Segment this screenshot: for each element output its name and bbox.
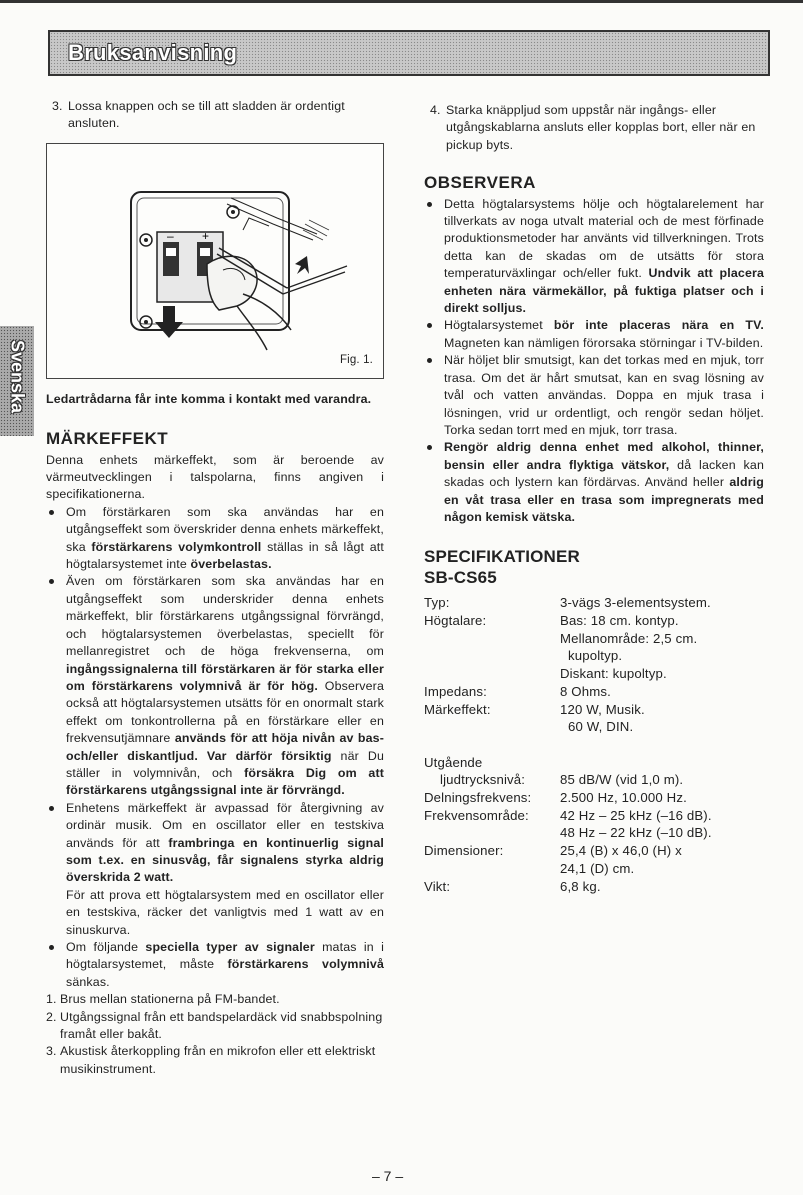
spec-label [424,824,560,842]
top-rule [0,0,803,3]
spec-value: 42 Hz – 25 kHz (–16 dB). [560,807,712,823]
spec-value: 25,4 (B) x 46,0 (H) x [560,843,682,859]
spec-value: 8 Ohms. [560,683,611,699]
spec-value [560,736,764,754]
markeffekt-bullet-2: Även om förstärkaren som ska användas har en utgångseffekt som underskrider denna enhets märkeffekt, blir förstärkarens utgångssignal förvrängd, och högtalarsystemen överbelastas, speciellt för mellanregistret och de höga frekvenserna, om ingångssignalerna till förstärkaren är för starka eller om förstärkarens volymnivå är för hög. Observera också att högtalarsystemen utsätts för en onormalt stark effekt om tonkontrollerna på en förstärkare eller en frekvensutjämnare används för att höja nivån av bas- och/eller diskantljud. Var därför försiktig när Du ställer in volymnivån, och försäkra Dig om att förstärkarens utgångssignal inte är förvrängd. [46,573,384,799]
page-title: Bruksanvisning [68,40,238,65]
spec-label: Högtalare: [424,613,487,629]
right-column [424,102,764,895]
markeffekt-bullet-3: Enhetens märkeffekt är avpassad för återgivning av ordinär musik. Om en oscillator eller en testskiva används för att frambringa en kontinuerlig signal som t.ex. en sinusvåg, får signalens styrka aldrig överskrida 2 watt. För att prova ett högtalarsystem med en oscillator eller en testskiva, räcker det vanligtvis med 1 watt av en sinuskurva. [46,800,384,939]
step-3: 3. Lossa knappen och se till att sladden är ordentigt ansluten. [52,99,345,131]
spec-label: Märkeffekt: [424,701,491,717]
spec-value: 48 Hz – 22 kHz (–10 dB). [560,825,712,841]
model-number: SB-CS65 [424,568,497,588]
markeffekt-intro: Denna enhets märkeffekt, som är beroende av värmeutvecklingen i talspolarna, finns angiven i specifikationerna. [46,452,384,502]
left-column [46,98,384,1078]
observera-bullet-3: När höljet blir smutsigt, kan det torkas med en mjuk, torr trasa. Om det är hårt smutsat, kan en svag lösning av tvål och vatten användas. Doppa en mjuk trasa i lösningen, vrid ur ordentligt, och rengör sedan höljet. Torka sedan torrt med en mjuk, torr trasa. [424,352,764,439]
spec-value: Bas: 18 cm. kontyp. [560,613,679,629]
spec-value: 2.500 Hz, 10.000 Hz. [560,790,687,806]
list-item: 2. Utgångssignal från ett bandspelardäck vid snabbspolning framåt eller bakåt. [46,1009,383,1042]
spec-value [560,754,764,772]
spec-label [424,647,560,665]
minus-symbol: – [167,228,174,243]
spec-label: Utgående [424,754,483,770]
observera-bullet-1: Detta högtalarsystems hölje och högtalarelement har tillverkats av noga utvalt material och de mest förfinade produktionsmetoder har använts vid tillverkningen. Trots detta kan de skadas om de utsätts för stora temperaturväxlingar och/eller fukt. Undvik att placera enheten nära värmekällor, på fuktiga platser och i direkt solljus. [424,196,764,318]
plus-symbol: + [202,228,210,243]
spec-label [424,736,560,754]
language-tab-label: Svenska [7,339,28,414]
terminal-illustration [47,144,383,378]
section-header [48,30,770,76]
spec-label: Frekvensområde: [424,807,529,823]
spec-label: Vikt: [424,878,451,894]
page-number: – 7 – [372,1168,404,1184]
list-item: 3. Akustisk återkoppling från en mikrofon eller ett elektriskt musikinstrument. [46,1044,376,1076]
spec-value: Mellanområde: 2,5 cm. [560,630,698,646]
spec-value: 24,1 (D) cm. [560,860,635,876]
spec-label: Delningsfrekvens: [424,790,532,806]
language-tab [0,326,34,436]
observera-bullet-2: Högtalarsystemet bör inte placeras nära en TV. Magneten kan nämligen förorsaka störningar i TV-bilden. [424,317,764,352]
observera-bullet-4: Rengör aldrig denna enhet med alkohol, thinner, bensin eller andra flyktiga vätskor, då lacken kan skadas och lystern kan fördärvas. Använd heller aldrig en våt trasa eller en trasa som impregnerats med någon kemisk vätska. [424,439,764,526]
figure-label: Fig. 1. [339,354,373,367]
step-4: 4. Starka knäppljud som uppstår när ingångs- eller utgångskablarna ansluts eller kopplas bort, eller när en pickup byts. [430,103,756,152]
markeffekt-bullet-4: Om följande speciella typer av signaler matas in i högtalarsystemet, måste förstärkarens volymnivå sänkas. [46,939,384,991]
spec-value: kupoltyp. [568,648,623,664]
spec-label: Impedans: [424,683,487,699]
spec-label: Dimensioner: [424,843,504,859]
spec-label [424,665,560,683]
list-item: 1. Brus mellan stationerna på FM-bandet. [46,992,280,1007]
spec-value: 3-vägs 3-elementsystem. [560,595,711,611]
section-heading-specifikationer: SPECIFIKATIONER [424,547,580,567]
spec-label [424,718,560,736]
spec-value: 60 W, DIN. [568,719,634,735]
spec-label [424,630,560,648]
section-heading-observera: OBSERVERA [424,173,536,193]
spec-value: 6,8 kg. [560,878,601,894]
markeffekt-bullet-1: Om förstärkaren som ska användas har en utgångseffekt som överskrider denna enhets märkeffekt, ska förstärkarens volymkontroll ställas in så lågt att högtalarsystemet inte överbelastas. [46,504,384,574]
figure-caption: Ledartrådarna får inte komma i kontakt med varandra. [46,391,372,406]
spec-table [424,594,764,895]
spec-value: Diskant: kupoltyp. [560,666,667,682]
spec-label [424,860,560,878]
figure-1 [46,143,384,379]
spec-value: 85 dB/W (vid 1,0 m). [560,772,684,788]
spec-label: Typ: [424,595,450,611]
section-heading-markeffekt: MÄRKEFFEKT [46,429,169,449]
spec-value: 120 W, Musik. [560,701,645,717]
spec-label: ljudtrycksnivå: [440,772,526,788]
